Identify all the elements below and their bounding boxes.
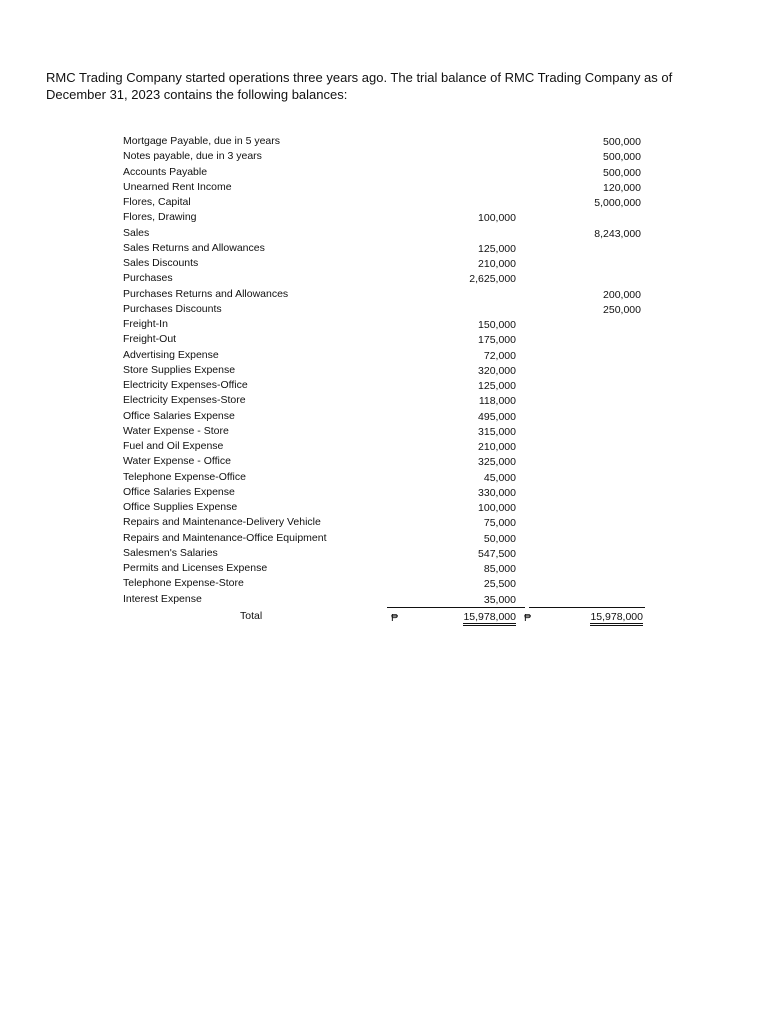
account-name: Advertising Expense [123,348,219,361]
account-row [123,134,645,149]
credit-amount: 120,000 [603,181,641,194]
account-name: Purchases Returns and Allowances [123,287,289,300]
account-name: Repairs and Maintenance-Office Equipment [123,531,327,544]
account-name: Sales Returns and Allowances [123,241,265,254]
account-row [123,348,645,363]
account-name: Office Salaries Expense [123,409,235,422]
credit-amount: 500,000 [603,136,641,148]
account-row [123,271,645,286]
credit-amount: 5,000,000 [594,197,641,209]
intro-paragraph: RMC Trading Company started operations three years ago. The trial balance of RMC Trading Company as of December 31, 2023 contains the following balances: [46,70,673,102]
debit-amount: 547,500 [478,547,516,560]
total-row [123,609,645,629]
debit-amount: 75,000 [483,517,516,530]
debit-amount: 325,000 [478,456,516,469]
account-name: Permits and Licenses Expense [123,562,268,574]
debit-amount: 175,000 [478,334,516,347]
account-name: Purchases [123,272,173,285]
account-row [123,332,645,347]
debit-amount: 72,000 [483,349,516,362]
account-name: Sales [123,226,150,239]
account-row [123,241,645,256]
debit-amount: 35,000 [483,593,516,606]
account-name: Freight-Out [123,333,177,346]
account-row [123,424,645,439]
account-row [123,485,645,500]
debit-amount: 495,000 [478,410,516,423]
account-row [123,256,645,271]
debit-amount: 25,500 [483,578,516,591]
account-row [123,287,645,302]
account-row [123,165,645,180]
account-name: Sales Discounts [123,257,199,269]
account-name: Notes payable, due in 3 years [123,150,262,163]
debit-amount: 210,000 [478,441,516,453]
account-row [123,561,645,576]
debit-amount: 45,000 [483,471,516,484]
account-name: Water Expense - Office [123,455,231,468]
credit-amount: 200,000 [603,288,641,301]
account-row [123,531,645,546]
debit-amount: 125,000 [478,380,516,392]
account-row [123,149,645,164]
debit-amount: 100,000 [478,502,516,514]
debit-amount: 2,625,000 [469,273,516,286]
account-name: Telephone Expense-Store [123,577,244,590]
debit-amount: 320,000 [478,364,516,377]
account-row [123,180,645,195]
credit-amount: 500,000 [603,166,641,179]
account-row [123,226,645,241]
credit-total: 15,978,000 [590,611,643,626]
account-name: Salesmen's Salaries [123,546,218,559]
total-label: Total [240,609,263,622]
credit-total-rule [529,607,645,608]
account-name: Interest Expense [123,592,202,605]
account-name: Purchases Discounts [123,302,222,315]
account-name: Mortgage Payable, due in 5 years [123,135,281,147]
account-row [123,470,645,485]
debit-amount: 150,000 [478,319,516,331]
debit-total-rule [387,607,525,608]
debit-amount: 210,000 [478,258,516,270]
account-row [123,576,645,591]
account-name: Electricity Expenses-Office [123,379,248,391]
account-row [123,393,645,408]
debit-amount: 100,000 [478,212,516,225]
trial-balance-rows [123,134,645,607]
account-row [123,546,645,561]
credit-amount: 500,000 [603,151,641,164]
account-name: Water Expense - Store [123,424,229,437]
account-row [123,515,645,530]
account-row [123,363,645,378]
account-row [123,195,645,210]
debit-amount: 315,000 [478,425,516,438]
account-name: Electricity Expenses-Store [123,394,246,407]
debit-amount: 50,000 [483,532,516,545]
credit-amount: 250,000 [603,303,641,316]
account-row [123,317,645,332]
debit-amount: 85,000 [483,563,516,575]
account-row [123,210,645,225]
account-row [123,592,645,607]
debit-amount: 118,000 [478,395,516,408]
debit-currency-symbol: ₱ [391,611,399,624]
account-name: Freight-In [123,318,168,330]
account-name: Store Supplies Expense [123,363,236,376]
debit-amount: 330,000 [478,486,516,499]
account-name: Repairs and Maintenance-Delivery Vehicle [123,516,321,529]
account-name: Office Salaries Expense [123,485,235,498]
account-name: Accounts Payable [123,165,208,178]
account-name: Flores, Capital [123,196,191,208]
account-row [123,409,645,424]
account-name: Flores, Drawing [123,211,197,224]
account-name: Telephone Expense-Office [123,470,246,483]
account-name: Unearned Rent Income [123,180,232,193]
account-row [123,439,645,454]
credit-amount: 8,243,000 [594,227,641,240]
debit-amount: 125,000 [478,242,516,255]
debit-total: 15,978,000 [463,611,516,626]
account-name: Office Supplies Expense [123,501,238,513]
account-row [123,454,645,469]
account-row [123,302,645,317]
credit-currency-symbol: ₱ [524,611,532,624]
account-row [123,378,645,393]
trial-balance-table [123,134,645,629]
account-name: Fuel and Oil Expense [123,440,224,452]
account-row [123,500,645,515]
